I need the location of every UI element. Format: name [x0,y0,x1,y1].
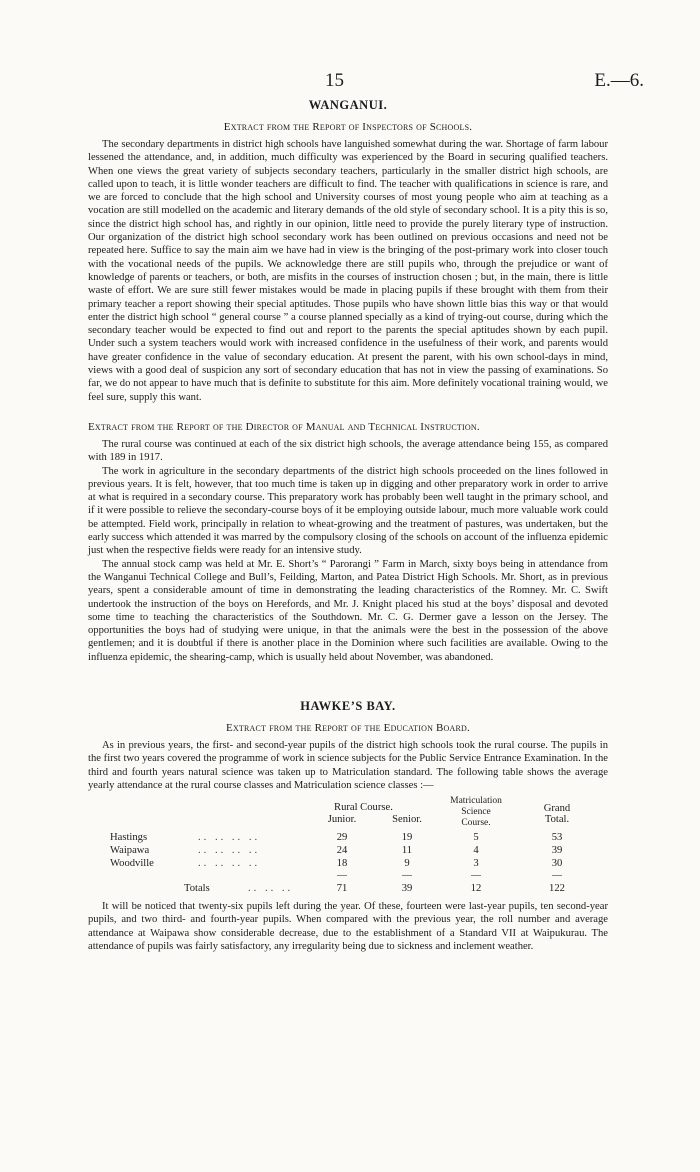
row-senior-value: 11 [401,845,413,857]
director-report-heading: Extract from the Report of the Director of Manual and Technical Instruction. [88,420,480,433]
row-junior-value: 24 [336,845,348,857]
totals-senior: 39 [401,883,413,895]
leader-dots: .. .. .. .. [198,832,261,844]
leader-dots: .. .. .. .. [198,845,261,857]
page-body [88,97,608,953]
grand-header-line-1: Grand [543,803,571,815]
row-school-name: Woodville [110,858,154,870]
row-total-value: 53 [551,832,563,844]
totals-grand: 122 [549,883,565,895]
junior-column-header: Junior. [327,814,357,826]
senior-rule: — [402,870,412,882]
inspectors-report-heading: Extract from the Report of Inspectors of Schools. [223,121,473,133]
row-senior-value: 19 [401,832,413,844]
hawkes-bay-intro-paragraph: As in previous years, the first- and second-year pupils of the district high schools took the rural course. The pupils in the first two years covered the programme of work in science subjects for the Public Service Entrance Examination. In the third and fourth years natural science was taken up to Matriculation standard. The following table shows the average yearly attendance at the rural course classes and Matriculation science classes :— [88,739,608,791]
total-rule: — [552,870,562,882]
totals-leader-dots: .. .. .. [248,883,294,895]
row-total-value: 30 [551,858,563,870]
director-paragraph-1: The rural course was continued at each of the six district high schools, the average attendance being 155, as compared with 189 in 1917. [88,438,608,464]
totals-label: Totals [184,883,210,895]
attendance-table [88,794,608,944]
matric-header-line-2: Science [461,807,491,818]
matric-header-line-1: Matriculation [450,796,502,807]
junior-rule: — [337,870,347,882]
matric-rule: — [471,870,481,882]
row-matric-value: 4 [473,845,479,857]
section-title-wanganui: WANGANUI. [308,98,388,112]
page-header [0,70,700,94]
paper-reference: E.—6. [594,70,644,91]
inspectors-paragraph: The secondary departments in district high schools have languished somewhat during the war. Shortage of farm labour lessened the attendance, and, in addition, much difficulty was experienced by the Board in securing qualified teachers. When one views the great variety of subjects secondary teachers, particularly in the smaller district high schools, are called upon to teach, it is little wonder teachers are difficult to find. The teacher with qualifications in science is rare, and we are forced to conclude that the high school and University courses of most young people who aim at teaching as a vocation are still modelled on the academic and literary demands of the old style of secondary school. It is a pity this is so, since the district high school has, and rightly in our opinion, little need to provide the purely literary type of instruction. Our organization of the district high school secondary work has been outlined on previous occasions and need not be repeated here. Suffice to say the main aim we have had in view is the bringing of the post-primary work into closer touch with the vocational needs of the pupils. We acknowledge there are still pupils who, through the prejudice or want of knowledge of parents or teachers, or both, are misfits in the courses of instruction chosen ; but, in the main, there is little waste of effort. We are sure still fewer mistakes would be made in placing pupils if these brought with them from their primary teacher a report showing their special aptitudes. Those pupils who have shown little bias this way or that would enter the district high school “ general course ” a course planned specially as a kind of trying-out course, during which the secondary teacher would be expected to find out and report to the parents the special aptitudes shown by each pupil. Under such a system teachers would work with increased confidence in the usefulness of their work, and parents would have greater confidence in the value of secondary education. At present the parent, with his own school-days in mind, views with a good deal of suspicion any sort of secondary education that has not in view the passing of examinations. So far, we do not appear to have much that is definite to substitute for this aim. More definitely vocational training would, we feel sure, supply this want. [88,139,608,403]
row-school-name: Waipawa [110,845,150,857]
education-board-heading: Extract from the Report of the Education Board. [226,721,470,734]
totals-matric: 12 [470,883,482,895]
row-matric-value: 3 [473,858,479,870]
row-matric-value: 5 [473,832,479,844]
leader-dots: .. .. .. .. [198,858,261,870]
grand-header-line-2: Total. [544,814,570,826]
director-paragraph-3: The annual stock camp was held at Mr. E. Short’s “ Parorangi ” Farm in March, sixty boys being in attendance from the Wanganui Technical College and Bull’s, Feilding, Marton, and Patea District High Schools. Mr. Short, as in previous years, spent a considerable amount of time in demonstrating the leading characteristics of the Romney. Mr. C. Swift undertook the instruction of the boys on Herefords, and Mr. J. Knight placed his stud at the boys’ disposal and devoted some time to teaching the characteristics of the Southdown. Mr. C. G. Dermer gave a lesson on the Jersey. The opportunities the boys had of studying were unique, in that the animals were the best in the possession of the above gentlemen; and it is doubtful if there is another place in the Dominion where such facilities are available. Owing to the influenza epidemic, the shearing-camp, which is usually held about November, was abandoned. [88,558,608,663]
row-senior-value: 9 [404,858,410,870]
row-junior-value: 18 [336,858,348,870]
row-junior-value: 29 [336,832,348,844]
page-number: 15 [325,70,344,91]
row-total-value: 39 [551,845,563,857]
row-school-name: Hastings [110,832,148,844]
section-title-hawkes-bay: HAWKE’S BAY. [300,698,396,713]
totals-junior: 71 [336,883,348,895]
hawkes-bay-closing-paragraph: It will be noticed that twenty-six pupils left during the year. Of these, fourteen were last-year pupils, ten second-year pupils, and two third- and fourth-year pupils. When compared with the previous year, the roll number and average attendance at Waipawa show considerable decrease, due to the establishment of a Standard VII at Waipukurau. The attendance of pupils was fairly satisfactory, any irregularity being due to sickness and inclement weather. [88,901,608,953]
rural-course-header: Rural Course. [334,802,393,814]
director-paragraph-2: The work in agriculture in the secondary departments of the district high schools proceeded on the lines followed in previous years. It is felt, however, that too much time is taken up in digging and other preparatory work in order to arrive at what is required in a secondary course. This preparatory work has probably been well taught in the primary school, and if it were possible to relieve the secondary-course boys of it be employing outside labour, much more valuable work could be attempted. Field work, principally in relation to wheat-growing and the treatment of pastures, was undertaken, but the early success which attended it was marred by the compulsory closing of the schools on account of the influenza epidemic just when the respective fields were ready for an intensive study. [88,465,608,557]
matric-header-line-3: Course. [461,818,491,829]
senior-column-header: Senior. [392,814,422,826]
